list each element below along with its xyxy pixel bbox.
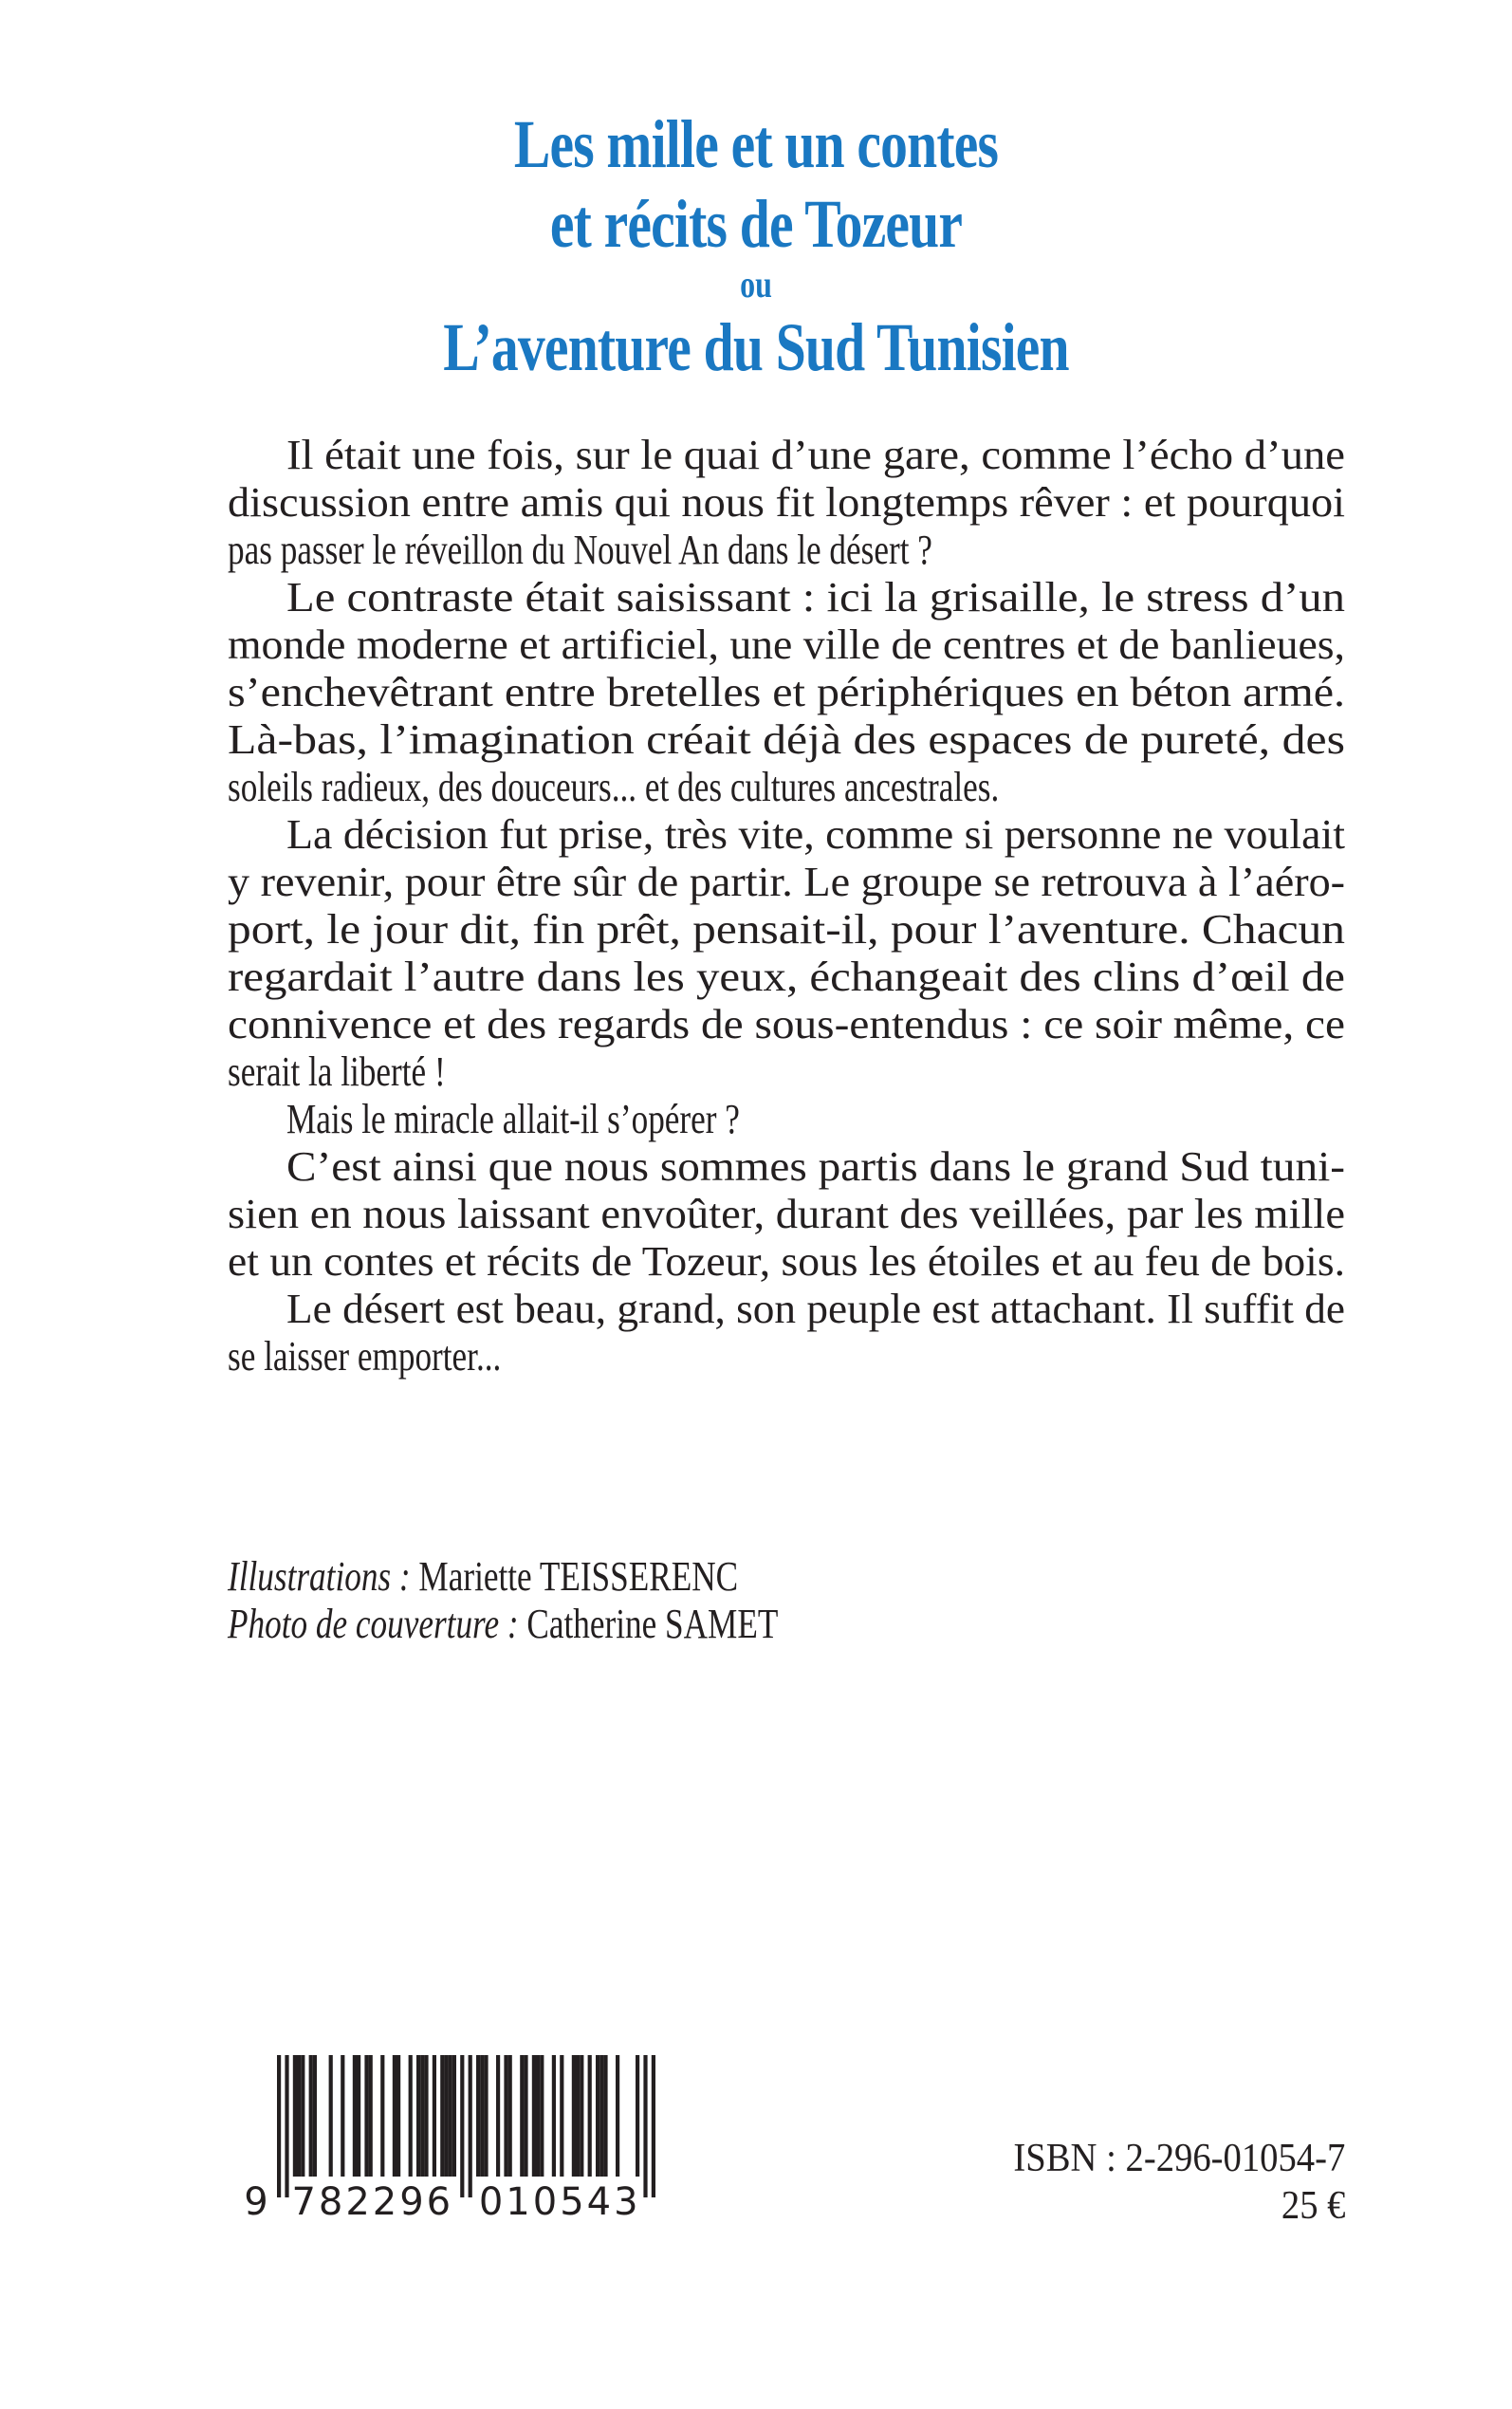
blurb-line bbox=[228, 1143, 1345, 1191]
credit-photo-name: Catherine SAMET bbox=[518, 1601, 779, 1647]
credit-photo-label: Photo de couverture : bbox=[228, 1601, 519, 1647]
blurb-line bbox=[228, 1048, 1345, 1096]
blurb-line-text: La décision fut prise, très vite, comme si personne ne voulait bbox=[286, 811, 1345, 858]
blurb-line-text: Il était une fois, sur le quai d’une gare, comme l’écho d’une bbox=[286, 432, 1346, 478]
blurb-line-text: serait la liberté ! bbox=[228, 1048, 446, 1095]
title-line-1: Les mille et un contes bbox=[513, 106, 999, 182]
blurb-line-text: Mais le miracle allait-il s’opérer ? bbox=[286, 1096, 740, 1142]
barcode-icon bbox=[228, 2055, 673, 2226]
blurb-line-text: discussion entre amis qui nous fit longtemps rêver : et pourquoi bbox=[228, 479, 1346, 526]
blurb-line-text: pas passer le réveillon du Nouvel An dans le désert ? bbox=[228, 527, 932, 573]
blurb-line bbox=[228, 432, 1345, 479]
blurb-line bbox=[228, 1333, 1345, 1381]
blurb-line bbox=[228, 1096, 1345, 1143]
price-text: 25 € bbox=[1281, 2184, 1345, 2228]
price bbox=[1276, 2182, 1346, 2230]
title-line-2: et récits de Tozeur bbox=[549, 186, 963, 262]
blurb-line bbox=[228, 764, 1345, 811]
credit-illustrations-label: Illustrations : bbox=[228, 1553, 411, 1600]
title-conjunction: ou bbox=[740, 263, 772, 306]
blurb-line bbox=[228, 621, 1345, 669]
blurb-line-text: monde moderne et artificiel, une ville de centres et de banlieues, bbox=[228, 621, 1345, 668]
blurb-line bbox=[228, 716, 1345, 764]
credit-illustrations-name: Mariette TEISSERENC bbox=[410, 1553, 739, 1600]
blurb-line-text: soleils radieux, des douceurs... et des cultures ancestrales. bbox=[228, 764, 1000, 810]
blurb-line bbox=[228, 1238, 1345, 1286]
blurb-line bbox=[228, 1191, 1345, 1238]
subtitle: L’aventure du Sud Tunisien bbox=[443, 309, 1069, 385]
blurb-line-text: y revenir, pour être sûr de partir. Le groupe se retrouva à l’aéro- bbox=[228, 859, 1346, 905]
blurb-line bbox=[228, 906, 1345, 954]
credit-illustrations bbox=[228, 1553, 915, 1601]
blurb-line-text: Le désert est beau, grand, son peuple est attachant. Il suffit de bbox=[286, 1286, 1346, 1332]
credits bbox=[228, 1553, 915, 1648]
blurb-line bbox=[228, 859, 1345, 906]
blurb-line-text: s’enchevêtrant entre bretelles et périphériques en béton armé. bbox=[228, 669, 1345, 715]
blurb-line bbox=[228, 1001, 1345, 1048]
blurb-line bbox=[228, 811, 1345, 859]
blurb-line-text: port, le jour dit, fin prêt, pensait-il, pour l’aventure. Chacun bbox=[228, 906, 1345, 953]
blurb-line bbox=[228, 954, 1345, 1001]
blurb-line-text: se laisser emporter... bbox=[228, 1333, 502, 1380]
blurb-line-text: regardait l’autre dans les yeux, échangeait des clins d’œil de bbox=[228, 954, 1345, 1000]
svg-text:010543: 010543 bbox=[478, 2180, 641, 2224]
blurb-line-text: connivence et des regards de sous-entendus : ce soir même, ce bbox=[228, 1001, 1346, 1047]
svg-text:9: 9 bbox=[244, 2180, 268, 2224]
ean-barcode bbox=[228, 2055, 673, 2226]
isbn-text: ISBN : 2-296-01054-7 bbox=[1013, 2137, 1345, 2180]
blurb-line-text: sien en nous laissant envoûter, durant des veillées, par les mille bbox=[228, 1191, 1346, 1237]
blurb-line bbox=[228, 574, 1345, 621]
blurb-line bbox=[228, 1286, 1345, 1333]
book-title-block bbox=[0, 104, 1512, 387]
blurb-line bbox=[228, 527, 1345, 574]
blurb-line bbox=[228, 479, 1345, 527]
blurb-line bbox=[228, 669, 1345, 716]
credit-photo bbox=[228, 1601, 915, 1648]
back-cover-blurb bbox=[228, 432, 1345, 1381]
blurb-line-text: et un contes et récits de Tozeur, sous les étoiles et au feu de bois. bbox=[228, 1238, 1345, 1285]
isbn bbox=[985, 2135, 1345, 2182]
blurb-line-text: C’est ainsi que nous sommes partis dans le grand Sud tuni- bbox=[286, 1143, 1345, 1190]
svg-text:782296: 782296 bbox=[291, 2180, 454, 2224]
blurb-line-text: Là-bas, l’imagination créait déjà des espaces de pureté, des bbox=[228, 716, 1345, 763]
blurb-line-text: Le contraste était saisissant : ici la grisaille, le stress d’un bbox=[286, 574, 1346, 621]
